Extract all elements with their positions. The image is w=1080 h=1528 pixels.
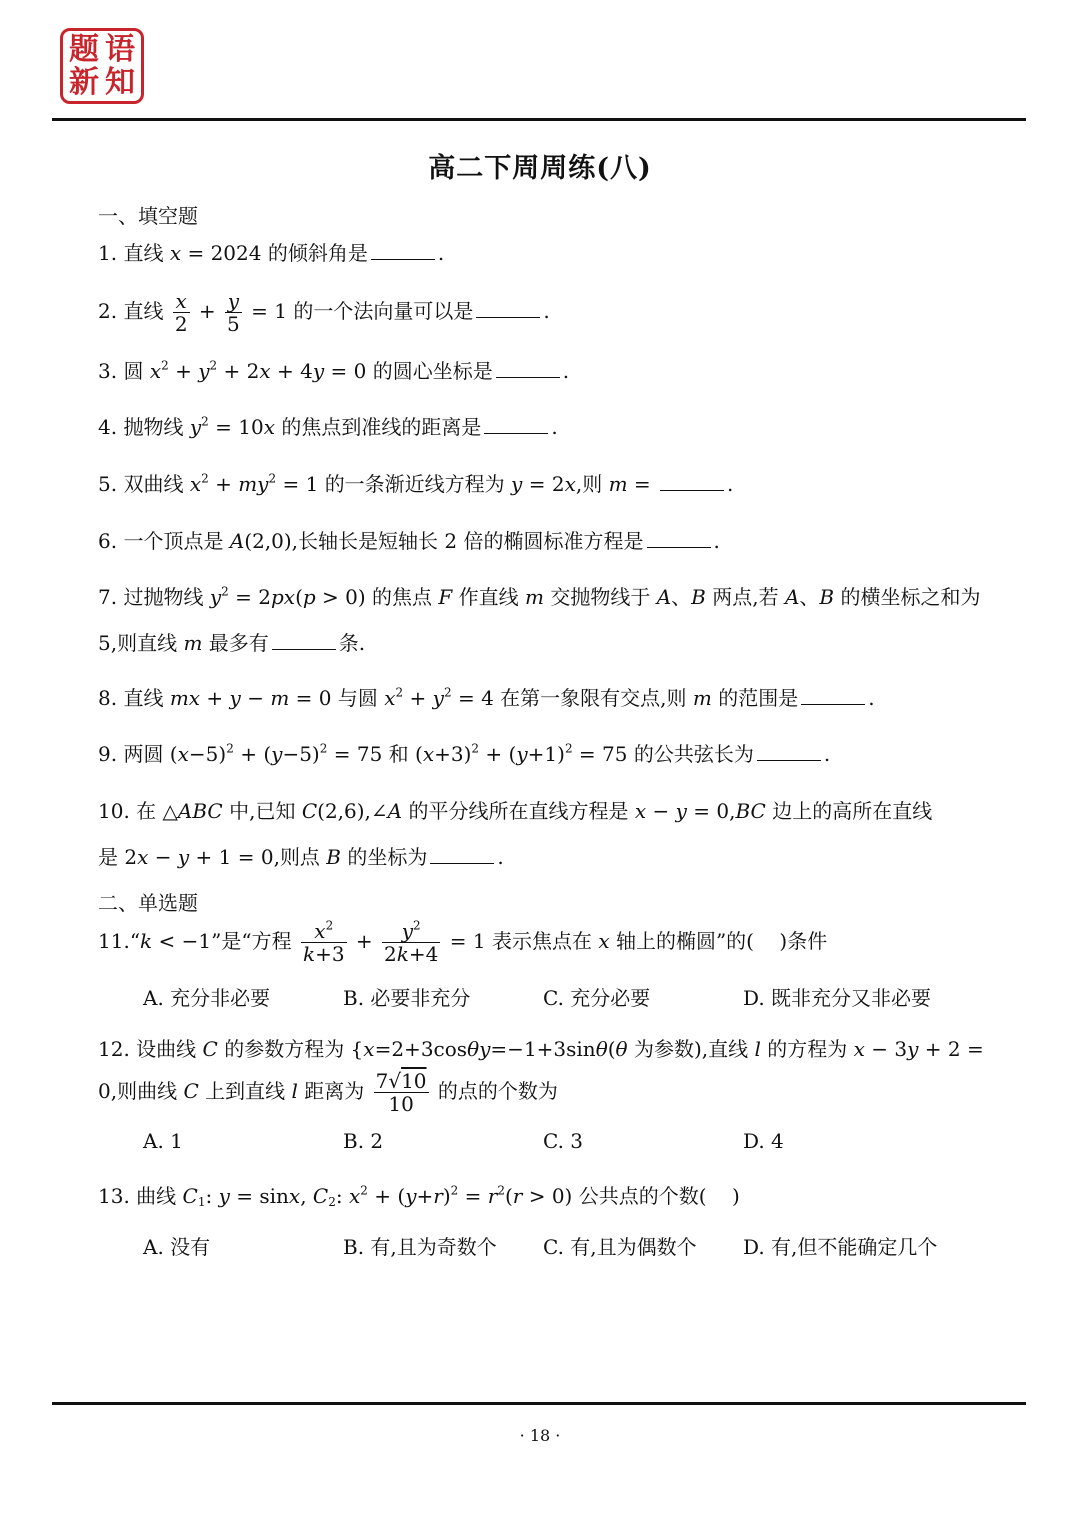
option-b[interactable]: B. 2 <box>343 1129 384 1153</box>
option-c[interactable]: C. 充分必要 <box>543 986 651 1010</box>
header-rule <box>52 118 1026 121</box>
question-6: 6. 一个顶点是 A(2,0),长轴长是短轴长 2 倍的椭圆标准方程是 . <box>98 529 720 553</box>
page-number: · 18 · <box>519 1426 561 1445</box>
question-2: 2. 直线 $\frac{x}{2}$ + $\frac{y}{5}$ = 1 的一个法向量可以是 . <box>98 289 550 336</box>
section-single-choice-heading: 二、单选题 <box>98 891 198 915</box>
option-a[interactable]: A. 充分非必要 <box>143 986 271 1010</box>
question-5: 5. 双曲线 $x^2 + my^2 = 1$ 的一条渐近线方程为 y = 2x,则 m = . <box>98 471 734 496</box>
question-13: 13. 曲线 $C_1$: y = sinx, $C_2$: $x^2 + (y+r)^2 = r^2(r > 0)$ 公共点的个数( ) <box>98 1183 740 1209</box>
question-8: 8. 直线 mx + y − m = 0 与圆 $x^2 + y^2 = 4$ 在第一象限有交点,则 m 的范围是 . <box>98 685 875 710</box>
question-7: 7. 过抛物线 $y^2 = 2px(p > 0)$ 的焦点 F 作直线 m 交抛物线于 A、B 两点,若 A、B 的横坐标之和为 5,则直线 m 最多有 条. <box>98 584 981 655</box>
page-title: 高二下周周练(八) <box>428 153 652 184</box>
option-d[interactable]: D. 4 <box>743 1129 784 1153</box>
question-4: 4. 抛物线 $y^2 = 10x$ 的焦点到准线的距离是 . <box>98 414 558 439</box>
question-12-line-2: 0,则曲线 C 上到直线 l 距离为 $\frac{7√10}{10}$ 的点的个数为 <box>98 1069 558 1116</box>
option-d[interactable]: D. 有,但不能确定几个 <box>743 1235 938 1259</box>
option-a[interactable]: A. 没有 <box>143 1235 211 1259</box>
option-c[interactable]: C. 3 <box>543 1129 584 1153</box>
option-a[interactable]: A. 1 <box>143 1129 183 1153</box>
question-1: 1. 直线 x = 2024 的倾斜角是 . <box>98 241 445 265</box>
question-12: 12. 设曲线 C 的参数方程为 {x=2+3cosθy=−1+3sinθ(θ 为参数),直线 l 的方程为 x − 3y + 2 = <box>98 1037 984 1061</box>
footer-rule <box>52 1402 1026 1405</box>
publisher-seal-logo: 题 语 新 知 <box>60 28 144 104</box>
option-d[interactable]: D. 既非充分又非必要 <box>743 986 932 1010</box>
option-c[interactable]: C. 有,且为偶数个 <box>543 1235 697 1259</box>
option-b[interactable]: B. 有,且为奇数个 <box>343 1235 497 1259</box>
section-fill-in-heading: 一、填空题 <box>98 204 198 228</box>
question-10: 10. 在 △ABC 中,已知 C(2,6),∠A 的平分线所在直线方程是 x − y = 0,BC 边上的高所在直线 是 2x − y + 1 = 0,则点 B 的坐标为 . <box>98 799 933 869</box>
option-b[interactable]: B. 必要非充分 <box>343 986 471 1010</box>
question-3: 3. 圆 $x^2 + y^2 + 2x + 4y = 0$ 的圆心坐标是 . <box>98 358 570 383</box>
question-9: 9. 两圆 $(x-5)^2 + (y-5)^2 = 75$ 和 $(x+3)^2 + (y+1)^2 = 75$ 的公共弦长为 . <box>98 741 831 766</box>
question-11: 11.“k < −1”是“方程 $\frac{x^2}{k+3}$ + $\frac{y^2}{2k+4}$ = 1 表示焦点在 x 轴上的椭圆”的( )条件 <box>98 918 828 966</box>
